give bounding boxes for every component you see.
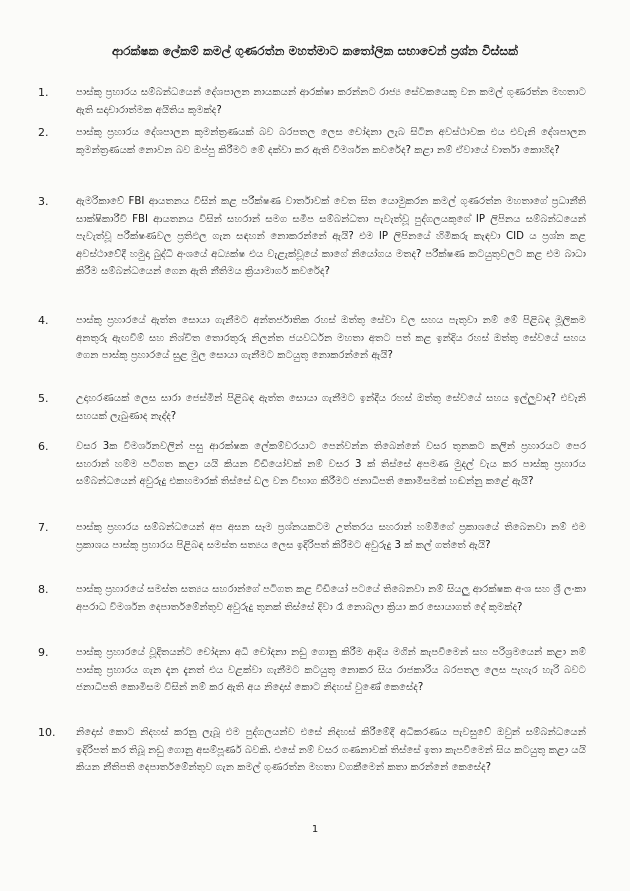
question-number: 5. — [38, 392, 49, 405]
question-text: පාස්කු ප්‍රහාරය සම්බන්ධයෙන් අප අසන සෑම ප්‍රශ්නයකටම උත්තරය සහරාන් හම්මිගේ ප්‍රකාශයේ තිබෙනවා නම් එම ප්‍රකාශය පාස්කු ප්‍රහාරය පිළිබඳ සමස්ත සත්‍යය ලෙස ඉදිරිපත් කිරීමට අවුරුදු 3 ක් කල් ගත්තේ ඇයි? — [76, 522, 586, 551]
question-number: 1. — [38, 86, 49, 99]
question-item — [38, 84, 586, 119]
question-number: 2. — [38, 126, 49, 139]
question-item — [38, 124, 586, 159]
question-number: 3. — [38, 195, 49, 208]
question-text: උදාහරණයක් ලෙස සාරා ජෙස්මින් පිළිබඳ ඇත්ත සොයා ගැනීමට ඉන්දීය රහස් ඔත්තු සේවයේ සහය ඉල්ලුවාද? එවැනි සහයක් ලැබුණාද නැද්ද? — [76, 393, 586, 422]
question-item — [38, 644, 586, 697]
document-title: ආරක්ෂක ලේකම් කමල් ගුණරත්න මහත්මාට කතෝලික සභාවෙන් ප්‍රශ්න විස්සක් — [112, 44, 518, 58]
question-text: නිදොස් කොට නිදහස් කරනු ලැබූ එම පුද්ගලයන්ව එසේ නිදහස් කිරීමේදී අධිකරණය පැවසුවේ ඔවුන් සම්බන්ධයෙන් ඉදිරිපත් කර තිබූ නඩු ගොනු අසම්පූර්ණ බවකි. එසේ නම් වසර ගණනාවක් තිස්සේ ඉතා කැපවීමෙන් සිය කටයුතු කළා යයි කියන නීතිපති දෙපාර්තමේන්තුව ගැන කමල් ගුණරත්න මහතා වගකීමෙන් කතා කරන්නේ කෙසේද? — [76, 727, 586, 774]
question-number: 9. — [38, 646, 49, 659]
question-item — [38, 581, 586, 616]
question-number: 7. — [38, 521, 49, 534]
page-number: 1 — [311, 824, 319, 835]
question-item — [38, 193, 586, 281]
question-text: පාස්කු ප්‍රහාරයේ වූදිතයන්ට චෝදනා අධි චෝදනා නඩු ගොනු කිරීම ආදිය මගින් කැපවීමෙන් සහ පරිශ්‍රමයෙන් කළා නම් පාස්කු ප්‍රහාරය ගැන දැන දැනත් එය වළක්වා ගැනීමට කටයුතු නොකර සිය රාජකාරිය බරපතල ලෙස පැහැර හැරි බවට ජනාධිපති කොමිසම විසින් නම් කර ඇති අය නිදොස් කොට නිදහස් වුණේ කෙසේද? — [76, 647, 586, 694]
question-text: පාස්කු ප්‍රහාරය සම්බන්ධයෙන් දේශපාලන නායකයන් ආරක්ෂා කරන්නට රාජ්‍ය සේවකයෙකු වන කමල් ගුණරත්න මහතාට ඇති සදාචාරාත්මක අයිතිය කුමක්ද? — [76, 87, 586, 116]
question-item — [38, 519, 586, 554]
question-text: වසර 3ක විමර්ශනවලින් පසු ආරක්ෂක ලේකම්වරයාට පෙන්වන්න තිබෙන්නේ වසර තුනකට කලින් ප්‍රහාරයට පෙර සහරාන් හම්ම පටිගත කළා යයි කියන වීඩියෝවක් නම් වසර 3 ක් තිස්සේ අපමණ මුදල් වැය කර පාස්කු ප්‍රහාරය සම්බන්ධයෙන් අවුරුදු එකහමාරක් තිස්සේ ඩල වන විභාග කිරීමට ජනාධිපති කොමිසමක් හඬන්නු කළේ ඇයි? — [76, 441, 586, 488]
question-item — [38, 312, 586, 365]
question-number: 6. — [38, 440, 49, 453]
question-text: පාස්කු ප්‍රහාරයේ ඇත්ත සොයා ගැනීමට අන්තර්ජාතික රහස් ඔත්තු සේවා වල සහය පැතුවා නම් මේ පිළිබඳ මූලිකම අනතුරු ඇඟවීම් සහ නිශ්චිත තොරතුරු නිලන්ත ජයවර්ධන මහතා අතට පත් කළ ඉන්දිය රහස් ඔත්තු සේවයේ සහය ගෙන පාස්කු ප්‍රහාරයේ සුළ මුල සොයා ගැනීමට කටයුතු නොකරන්නේ ඇයි? — [76, 315, 586, 362]
question-number: 8. — [38, 583, 49, 596]
question-item — [38, 390, 586, 425]
question-text: පාස්කු ප්‍රහාරය දේශපාලන කුමන්ත්‍රණයක් බව බරපතල ලෙස චෝදනා ලැබ සිටින අවස්ථාවක එය එවැනි දේශපාලන කුමන්ත්‍රණයක් නොවන බව ඔප්පු කිරීමට මේ දක්වා කර ඇති විමර්ශන කවරේද? කළා නම් ඒවායේ වාර්තා කොහිද? — [76, 127, 586, 156]
question-item — [38, 438, 586, 491]
question-text: ඇමරිකාවේ FBI ආයතනය විසින් කළ පරීක්ෂණ වාර්තාවක් වෙත සිත යොමුකරන කමල් ගුණරත්න මහතාගේ ප්‍රධානීති සාක්ෂිකාරීවි FBI ආයතනය විසින් සහරාන් සමග සමීප සම්බන්ධතා පැවැත්වූ පුද්ගලයකුගේ IP ලිපිනය සම්බන්ධයෙන් පැවැත්වූ පරීක්ෂණවල ප්‍රතිඵල ගැන සඳහන් නොකරන්නේ ඇයි? එම IP ලිපිනයේ හිමිකරු කැඳවා CID ය ප්‍රශ්න කළ අවස්ථාවේදී හමුදා බුද්ධි අංශයේ අධ්‍යක්ෂ එය වැළැක්වූයේ කාගේ නියෝගය මතද? පරීක්ෂණ කටයුතුවලට කළ එම බාධා කිරීම සම්බන්ධයෙන් ගෙන ඇති නීතිමය ක්‍රියාමාර්ග කවරේද? — [76, 196, 586, 278]
question-item — [38, 724, 586, 777]
question-number: 10. — [38, 726, 56, 739]
question-number: 4. — [38, 314, 49, 327]
question-text: පාස්කු ප්‍රහාරයේ සමස්ත සත්‍යය සහරාන්ගේ පටිගත කළ වීඩියෝ පටයේ තිබෙනවා නම් සියලු ආරක්ෂක අංශ සහ ශ්‍රී ලංකා අපරාධ විමර්ශන දෙපාර්තමේන්තුව අවුරුදු තුනක් තිස්සේ දිවා රෑ නොබලා ක්‍රියා කර සොයාගත් දේ කුමක්ද? — [76, 584, 586, 613]
